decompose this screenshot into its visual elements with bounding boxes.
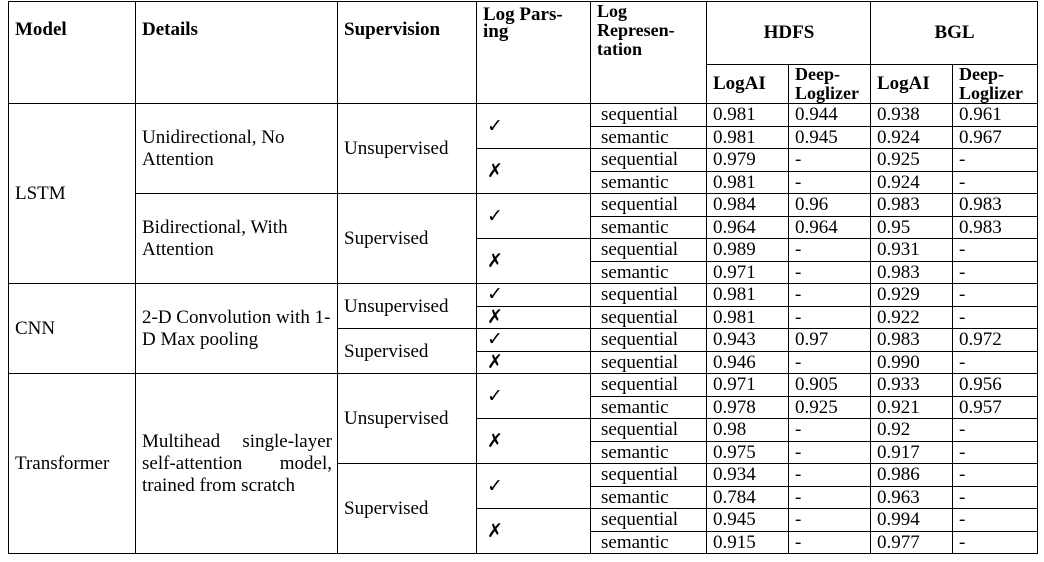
bgl-deeploglizer-cell: 0.957 [953, 396, 1038, 419]
bgl-logai-cell: 0.938 [871, 104, 953, 127]
bgl-deeploglizer-cell: 0.967 [953, 126, 1038, 149]
hdfs-deeploglizer-cell: 0.944 [789, 104, 871, 127]
bgl-deeploglizer-cell: - [953, 171, 1038, 194]
bgl-logai-cell: 0.92 [871, 419, 953, 442]
representation-cell: semantic [591, 441, 707, 464]
hdfs-deeploglizer-cell: 0.964 [789, 216, 871, 239]
bgl-deeploglizer-cell: - [953, 284, 1038, 307]
hdfs-deeploglizer-cell: - [789, 509, 871, 532]
hdfs-deeploglizer-cell: - [789, 351, 871, 374]
hdfs-deeploglizer-cell: - [789, 284, 871, 307]
bgl-deeploglizer-cell: - [953, 149, 1038, 172]
details-cell: Bidirectional, With Attention [136, 194, 338, 284]
representation-cell: semantic [591, 396, 707, 419]
hdfs-deeploglizer-cell: - [789, 239, 871, 262]
header-hdfs: HDFS [707, 2, 871, 65]
hdfs-logai-cell: 0.981 [707, 126, 789, 149]
hdfs-logai-cell: 0.981 [707, 171, 789, 194]
bgl-logai-cell: 0.933 [871, 374, 953, 397]
header-row-1 [9, 2, 1038, 65]
bgl-logai-cell: 0.983 [871, 329, 953, 352]
bgl-deeploglizer-cell: - [953, 239, 1038, 262]
representation-cell: sequential [591, 239, 707, 262]
header-hdfs-deeploglizer: Deep- Loglizer [789, 65, 871, 104]
bgl-logai-cell: 0.994 [871, 509, 953, 532]
hdfs-logai-cell: 0.98 [707, 419, 789, 442]
hdfs-deeploglizer-cell: 0.905 [789, 374, 871, 397]
parsing-cell: ✗ [477, 306, 591, 329]
supervision-cell: Supervised [338, 329, 477, 374]
bgl-deeploglizer-cell: 0.983 [953, 216, 1038, 239]
hdfs-deeploglizer-cell: - [789, 531, 871, 554]
parsing-cell: ✓ [477, 284, 591, 307]
hdfs-deeploglizer-cell: 0.96 [789, 194, 871, 217]
bgl-deeploglizer-cell: - [953, 261, 1038, 284]
bgl-deeploglizer-cell: - [953, 531, 1038, 554]
hdfs-logai-cell: 0.971 [707, 374, 789, 397]
representation-cell: sequential [591, 284, 707, 307]
bgl-deeploglizer-cell: - [953, 306, 1038, 329]
hdfs-logai-cell: 0.943 [707, 329, 789, 352]
hdfs-deeploglizer-cell: - [789, 306, 871, 329]
results-table [8, 1, 1038, 554]
hdfs-deeploglizer-cell: 0.945 [789, 126, 871, 149]
hdfs-logai-cell: 0.784 [707, 486, 789, 509]
header-bgl-deeploglizer: Deep- Loglizer [953, 65, 1038, 104]
parsing-cell: ✗ [477, 419, 591, 464]
hdfs-logai-cell: 0.945 [707, 509, 789, 532]
hdfs-deeploglizer-cell: - [789, 261, 871, 284]
bgl-deeploglizer-cell: 0.972 [953, 329, 1038, 352]
representation-cell: semantic [591, 126, 707, 149]
hdfs-deeploglizer-cell: - [789, 441, 871, 464]
details-cell: Unidirectional, No Attention [136, 104, 338, 194]
representation-cell: sequential [591, 464, 707, 487]
bgl-logai-cell: 0.95 [871, 216, 953, 239]
header-log-parsing: Log Pars- ing [477, 2, 591, 104]
representation-cell: sequential [591, 351, 707, 374]
parsing-cell: ✗ [477, 509, 591, 554]
bgl-logai-cell: 0.924 [871, 171, 953, 194]
bgl-logai-cell: 0.929 [871, 284, 953, 307]
hdfs-logai-cell: 0.989 [707, 239, 789, 262]
bgl-deeploglizer-cell: 0.956 [953, 374, 1038, 397]
parsing-cell: ✓ [477, 194, 591, 239]
parsing-cell: ✓ [477, 329, 591, 352]
table-row [9, 374, 1038, 397]
hdfs-logai-cell: 0.981 [707, 306, 789, 329]
header-hdfs-logai: LogAI [707, 65, 789, 104]
parsing-cell: ✓ [477, 104, 591, 149]
model-cell: LSTM [9, 104, 136, 284]
bgl-logai-cell: 0.921 [871, 396, 953, 419]
hdfs-logai-cell: 0.964 [707, 216, 789, 239]
bgl-logai-cell: 0.963 [871, 486, 953, 509]
supervision-cell: Unsupervised [338, 284, 477, 329]
hdfs-logai-cell: 0.975 [707, 441, 789, 464]
parsing-cell: ✗ [477, 351, 591, 374]
supervision-cell: Unsupervised [338, 374, 477, 464]
details-cell: Multihead single-layer self-attention model, trained from scratch [136, 374, 338, 554]
bgl-logai-cell: 0.983 [871, 194, 953, 217]
representation-cell: sequential [591, 329, 707, 352]
bgl-logai-cell: 0.922 [871, 306, 953, 329]
hdfs-deeploglizer-cell: - [789, 171, 871, 194]
table-row [9, 104, 1038, 127]
hdfs-deeploglizer-cell: - [789, 486, 871, 509]
representation-cell: semantic [591, 531, 707, 554]
hdfs-logai-cell: 0.946 [707, 351, 789, 374]
representation-cell: sequential [591, 374, 707, 397]
table-row [9, 284, 1038, 307]
representation-cell: semantic [591, 171, 707, 194]
bgl-deeploglizer-cell: - [953, 419, 1038, 442]
bgl-logai-cell: 0.924 [871, 126, 953, 149]
bgl-deeploglizer-cell: - [953, 464, 1038, 487]
hdfs-deeploglizer-cell: - [789, 149, 871, 172]
hdfs-logai-cell: 0.915 [707, 531, 789, 554]
supervision-cell: Supervised [338, 464, 477, 554]
hdfs-logai-cell: 0.971 [707, 261, 789, 284]
representation-cell: sequential [591, 419, 707, 442]
table-row [9, 194, 1038, 217]
bgl-logai-cell: 0.931 [871, 239, 953, 262]
supervision-cell: Unsupervised [338, 104, 477, 194]
bgl-deeploglizer-cell: - [953, 509, 1038, 532]
bgl-deeploglizer-cell: - [953, 351, 1038, 374]
bgl-deeploglizer-cell: 0.983 [953, 194, 1038, 217]
hdfs-deeploglizer-cell: - [789, 464, 871, 487]
representation-cell: sequential [591, 149, 707, 172]
parsing-cell: ✗ [477, 149, 591, 194]
parsing-cell: ✓ [477, 464, 591, 509]
representation-cell: sequential [591, 104, 707, 127]
bgl-logai-cell: 0.986 [871, 464, 953, 487]
hdfs-logai-cell: 0.981 [707, 284, 789, 307]
hdfs-deeploglizer-cell: 0.925 [789, 396, 871, 419]
representation-cell: semantic [591, 216, 707, 239]
hdfs-logai-cell: 0.979 [707, 149, 789, 172]
hdfs-logai-cell: 0.934 [707, 464, 789, 487]
hdfs-deeploglizer-cell: 0.97 [789, 329, 871, 352]
header-details: Details [136, 2, 338, 104]
representation-cell: sequential [591, 306, 707, 329]
details-cell: 2-D Convolution with 1-D Max pooling [136, 284, 338, 374]
bgl-logai-cell: 0.925 [871, 149, 953, 172]
representation-cell: sequential [591, 509, 707, 532]
hdfs-logai-cell: 0.984 [707, 194, 789, 217]
header-log-representation: Log Represen- tation [591, 2, 707, 104]
bgl-logai-cell: 0.917 [871, 441, 953, 464]
model-cell: Transformer [9, 374, 136, 554]
bgl-deeploglizer-cell: - [953, 486, 1038, 509]
header-supervision: Supervision [338, 2, 477, 104]
bgl-deeploglizer-cell: - [953, 441, 1038, 464]
representation-cell: sequential [591, 194, 707, 217]
representation-cell: semantic [591, 486, 707, 509]
bgl-deeploglizer-cell: 0.961 [953, 104, 1038, 127]
parsing-cell: ✓ [477, 374, 591, 419]
bgl-logai-cell: 0.983 [871, 261, 953, 284]
hdfs-logai-cell: 0.981 [707, 104, 789, 127]
header-model: Model [9, 2, 136, 104]
header-bgl-logai: LogAI [871, 65, 953, 104]
header-bgl: BGL [871, 2, 1038, 65]
hdfs-deeploglizer-cell: - [789, 419, 871, 442]
hdfs-logai-cell: 0.978 [707, 396, 789, 419]
parsing-cell: ✗ [477, 239, 591, 284]
bgl-logai-cell: 0.990 [871, 351, 953, 374]
supervision-cell: Supervised [338, 194, 477, 284]
representation-cell: semantic [591, 261, 707, 284]
model-cell: CNN [9, 284, 136, 374]
bgl-logai-cell: 0.977 [871, 531, 953, 554]
